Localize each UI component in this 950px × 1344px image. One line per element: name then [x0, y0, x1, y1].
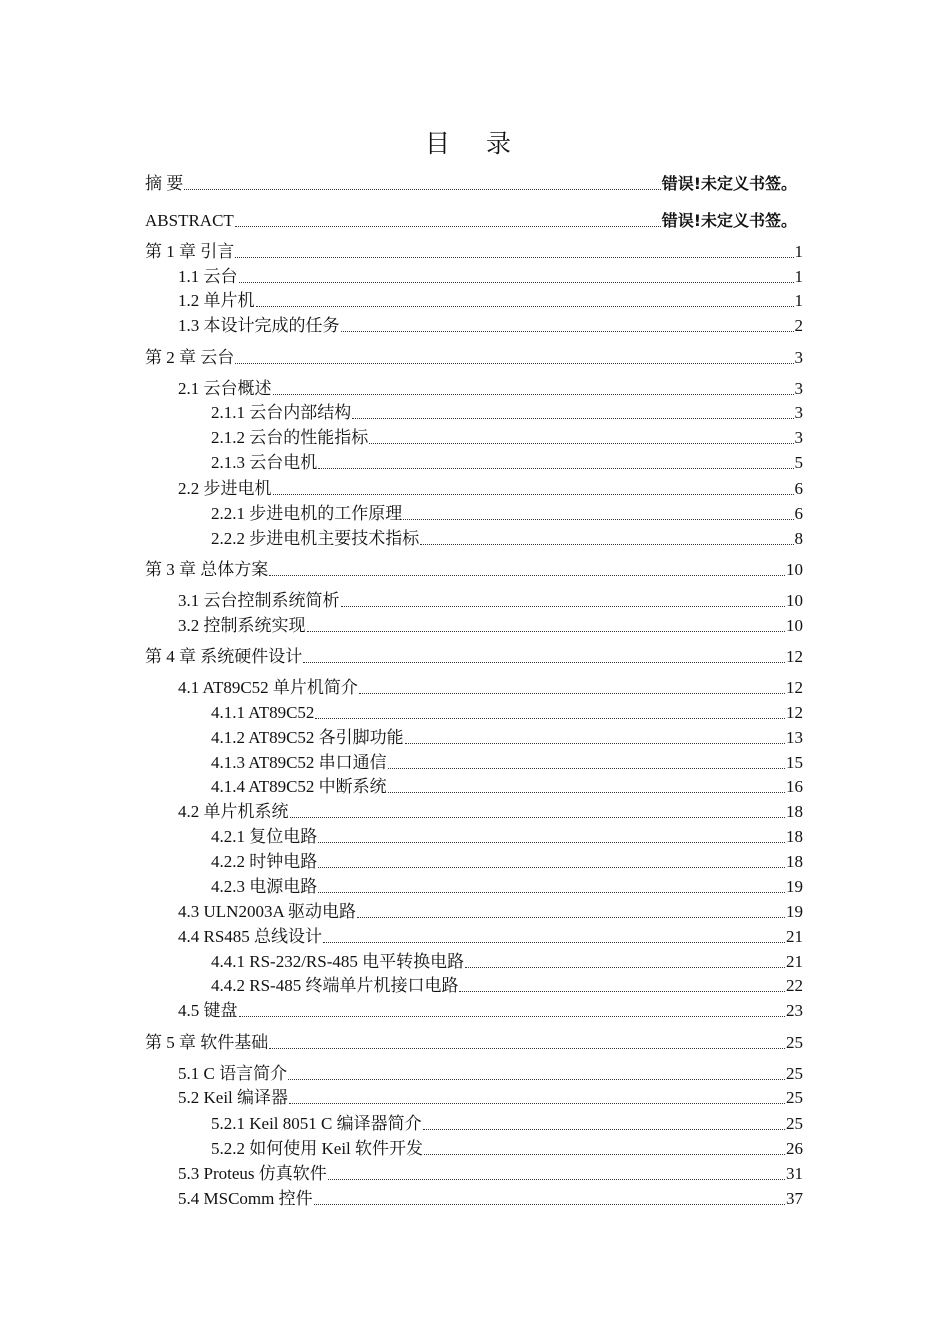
toc-entry[interactable] [178, 1185, 803, 1209]
toc-entry-page: 8 [794, 529, 803, 548]
toc-dot-leader [318, 867, 785, 868]
toc-dot-leader [420, 544, 793, 545]
toc-entry-label: 4.2.3 电源电路 [211, 877, 318, 896]
toc-entry-label: 3.2 控制系统实现 [178, 616, 306, 635]
toc-entry-page: 1 [794, 267, 803, 286]
toc-entry[interactable] [145, 207, 797, 231]
toc-entry-page: 3 [794, 348, 803, 367]
toc-entry-page: 3 [794, 403, 803, 422]
toc-entry-label: 5.2 Keil 编译器 [178, 1088, 289, 1107]
toc-entry[interactable] [211, 749, 803, 773]
toc-dot-leader [288, 1079, 785, 1080]
toc-entry-page: 37 [786, 1189, 803, 1208]
toc-dot-leader [318, 892, 785, 893]
toc-entry-page: 10 [786, 560, 803, 579]
toc-dot-leader [184, 189, 660, 190]
toc-entry-label: 4.5 键盘 [178, 1001, 238, 1020]
toc-entry-label: 2.2.2 步进电机主要技术指标 [211, 529, 420, 548]
toc-entry-label: 第 5 章 软件基础 [145, 1033, 269, 1052]
toc-entry-page: 12 [786, 703, 803, 722]
toc-entry-label: 4.2.2 时钟电路 [211, 852, 318, 871]
toc-entry-page: 18 [786, 827, 803, 846]
toc-dot-leader [235, 363, 793, 364]
toc-entry-label: 4.2 单片机系统 [178, 802, 289, 821]
toc-dot-leader [388, 792, 785, 793]
toc-dot-leader [235, 257, 793, 258]
toc-dot-leader [239, 282, 794, 283]
toc-entry-label: 4.4 RS485 总线设计 [178, 927, 323, 946]
toc-entry-label: 摘 要 [145, 174, 184, 193]
toc-entry[interactable] [145, 1029, 803, 1053]
toc-dot-leader [341, 606, 786, 607]
toc-entry-page: 10 [786, 616, 803, 635]
toc-entry[interactable] [211, 823, 803, 847]
toc-dot-leader [341, 331, 794, 332]
toc-entry[interactable] [211, 972, 803, 996]
toc-dot-leader [423, 1129, 785, 1130]
toc-entry-page: 2 [794, 316, 803, 335]
toc-entry-page: 25 [786, 1033, 803, 1052]
toc-dot-leader [459, 991, 785, 992]
toc-entry-page: 3 [794, 428, 803, 447]
toc-entry[interactable] [178, 674, 803, 698]
toc-entry-page: 25 [786, 1064, 803, 1083]
toc-entry-label: 4.4.1 RS-232/RS-485 电平转换电路 [211, 952, 465, 971]
toc-entry[interactable] [178, 1084, 803, 1108]
toc-dot-leader [289, 1103, 785, 1104]
toc-entry[interactable] [178, 263, 803, 287]
toc-entry-page: 错误!未定义书签。 [661, 174, 797, 193]
toc-entry[interactable] [178, 1160, 803, 1184]
toc-entry-label: 5.2.1 Keil 8051 C 编译器简介 [211, 1114, 422, 1133]
toc-entry-page: 19 [786, 902, 803, 921]
toc-entry-label: 5.2.2 如何使用 Keil 软件开发 [211, 1139, 424, 1158]
toc-entry-page: 22 [786, 976, 803, 995]
toc-entry-page: 16 [786, 777, 803, 796]
toc-entry[interactable] [211, 724, 803, 748]
toc-dot-leader [424, 1154, 785, 1155]
toc-entry-page: 错误!未定义书签。 [661, 211, 797, 230]
toc-dot-leader [403, 519, 793, 520]
toc-entry-label: 3.1 云台控制系统简析 [178, 591, 340, 610]
toc-dot-leader [273, 394, 794, 395]
toc-entry[interactable] [145, 238, 803, 262]
toc-entry[interactable] [211, 773, 803, 797]
toc-entry-label: 2.1.3 云台电机 [211, 453, 318, 472]
toc-entry-label: 4.2.1 复位电路 [211, 827, 318, 846]
toc-entry-page: 23 [786, 1001, 803, 1020]
toc-dot-leader [290, 817, 786, 818]
toc-dot-leader [318, 468, 793, 469]
toc-dot-leader [303, 662, 785, 663]
toc-entry-label: ABSTRACT [145, 211, 234, 230]
toc-dot-leader [235, 226, 661, 227]
toc-entry-label: 2.1 云台概述 [178, 379, 272, 398]
toc-entry[interactable] [178, 997, 803, 1021]
toc-entry[interactable] [178, 898, 803, 922]
toc-entry-label: 5.3 Proteus 仿真软件 [178, 1164, 327, 1183]
toc-entry-label: 5.4 MSComm 控件 [178, 1189, 313, 1208]
toc-entry-page: 12 [786, 678, 803, 697]
toc-entry-page: 18 [786, 852, 803, 871]
toc-entry-label: 1.3 本设计完成的任务 [178, 316, 340, 335]
toc-dot-leader [269, 1048, 785, 1049]
toc-entry[interactable] [178, 287, 803, 311]
toc-entry[interactable] [178, 375, 803, 399]
toc-entry-page: 21 [786, 952, 803, 971]
toc-entry[interactable] [211, 449, 803, 473]
toc-entry-label: 第 2 章 云台 [145, 348, 235, 367]
toc-entry[interactable] [178, 798, 803, 822]
toc-entry-page: 1 [794, 291, 803, 310]
toc-entry-page: 13 [786, 728, 803, 747]
toc-dot-leader [359, 693, 785, 694]
toc-title: 目 录 [425, 129, 525, 158]
toc-dot-leader [269, 575, 785, 576]
toc-dot-leader [465, 967, 785, 968]
toc-dot-leader [256, 306, 794, 307]
toc-entry[interactable] [211, 1110, 803, 1134]
toc-entry-page: 6 [794, 504, 803, 523]
toc-entry[interactable] [178, 1060, 803, 1084]
toc-entry[interactable] [178, 587, 803, 611]
toc-entry[interactable] [211, 525, 803, 549]
toc-entry-label: 1.2 单片机 [178, 291, 255, 310]
toc-entry-page: 1 [794, 242, 803, 261]
toc-entry[interactable] [211, 848, 803, 872]
toc-entry[interactable] [178, 923, 803, 947]
toc-entry[interactable] [211, 873, 803, 897]
toc-entry[interactable] [145, 344, 803, 368]
toc-entry-page: 26 [786, 1139, 803, 1158]
toc-entry-label: 第 3 章 总体方案 [145, 560, 269, 579]
toc-entry-label: 第 4 章 系统硬件设计 [145, 647, 303, 666]
toc-entry[interactable] [211, 500, 803, 524]
toc-entry-label: 第 1 章 引言 [145, 242, 235, 261]
toc-dot-leader [273, 494, 794, 495]
toc-entry-label: 4.1.3 AT89C52 串口通信 [211, 753, 387, 772]
toc-entry[interactable] [145, 170, 797, 194]
toc-entry-label: 1.1 云台 [178, 267, 238, 286]
toc-dot-leader [323, 942, 785, 943]
toc-entry[interactable] [211, 699, 803, 723]
toc-entry-page: 6 [794, 479, 803, 498]
toc-dot-leader [315, 718, 785, 719]
toc-entry[interactable] [211, 948, 803, 972]
toc-entry[interactable] [211, 1135, 803, 1159]
toc-entry-page: 15 [786, 753, 803, 772]
toc-dot-leader [369, 443, 793, 444]
toc-entry-label: 4.1.4 AT89C52 中断系统 [211, 777, 387, 796]
toc-entry-label: 2.2 步进电机 [178, 479, 272, 498]
toc-dot-leader [405, 743, 785, 744]
toc-entry-page: 19 [786, 877, 803, 896]
toc-entry-page: 5 [794, 453, 803, 472]
toc-entry-label: 4.1 AT89C52 单片机简介 [178, 678, 358, 697]
toc-entry-page: 25 [786, 1088, 803, 1107]
toc-dot-leader [318, 842, 785, 843]
toc-dot-leader [314, 1204, 785, 1205]
toc-entry-page: 3 [794, 379, 803, 398]
toc-entry[interactable] [178, 312, 803, 336]
toc-dot-leader [239, 1016, 786, 1017]
toc-entry-page: 25 [786, 1114, 803, 1133]
toc-entry[interactable] [178, 475, 803, 499]
toc-entry[interactable] [211, 424, 803, 448]
toc-entry-label: 4.3 ULN2003A 驱动电路 [178, 902, 357, 921]
toc-entry[interactable] [145, 556, 803, 580]
toc-dot-leader [328, 1179, 785, 1180]
toc-dot-leader [352, 418, 793, 419]
toc-entry-label: 5.1 C 语言简介 [178, 1064, 288, 1083]
toc-dot-leader [307, 631, 786, 632]
toc-entry-label: 2.1.1 云台内部结构 [211, 403, 352, 422]
toc-entry-label: 4.4.2 RS-485 终端单片机接口电路 [211, 976, 459, 995]
toc-entry-page: 31 [786, 1164, 803, 1183]
toc-entry[interactable] [211, 399, 803, 423]
toc-entry-label: 2.1.2 云台的性能指标 [211, 428, 369, 447]
toc-entry[interactable] [145, 643, 803, 667]
toc-dot-leader [388, 768, 785, 769]
toc-entry[interactable] [178, 612, 803, 636]
toc-entry-page: 21 [786, 927, 803, 946]
toc-entry-page: 10 [786, 591, 803, 610]
toc-entry-label: 4.1.1 AT89C52 [211, 703, 315, 722]
toc-entry-page: 18 [786, 802, 803, 821]
toc-entry-label: 2.2.1 步进电机的工作原理 [211, 504, 403, 523]
toc-entry-label: 4.1.2 AT89C52 各引脚功能 [211, 728, 404, 747]
toc-dot-leader [357, 917, 785, 918]
toc-entry-page: 12 [786, 647, 803, 666]
